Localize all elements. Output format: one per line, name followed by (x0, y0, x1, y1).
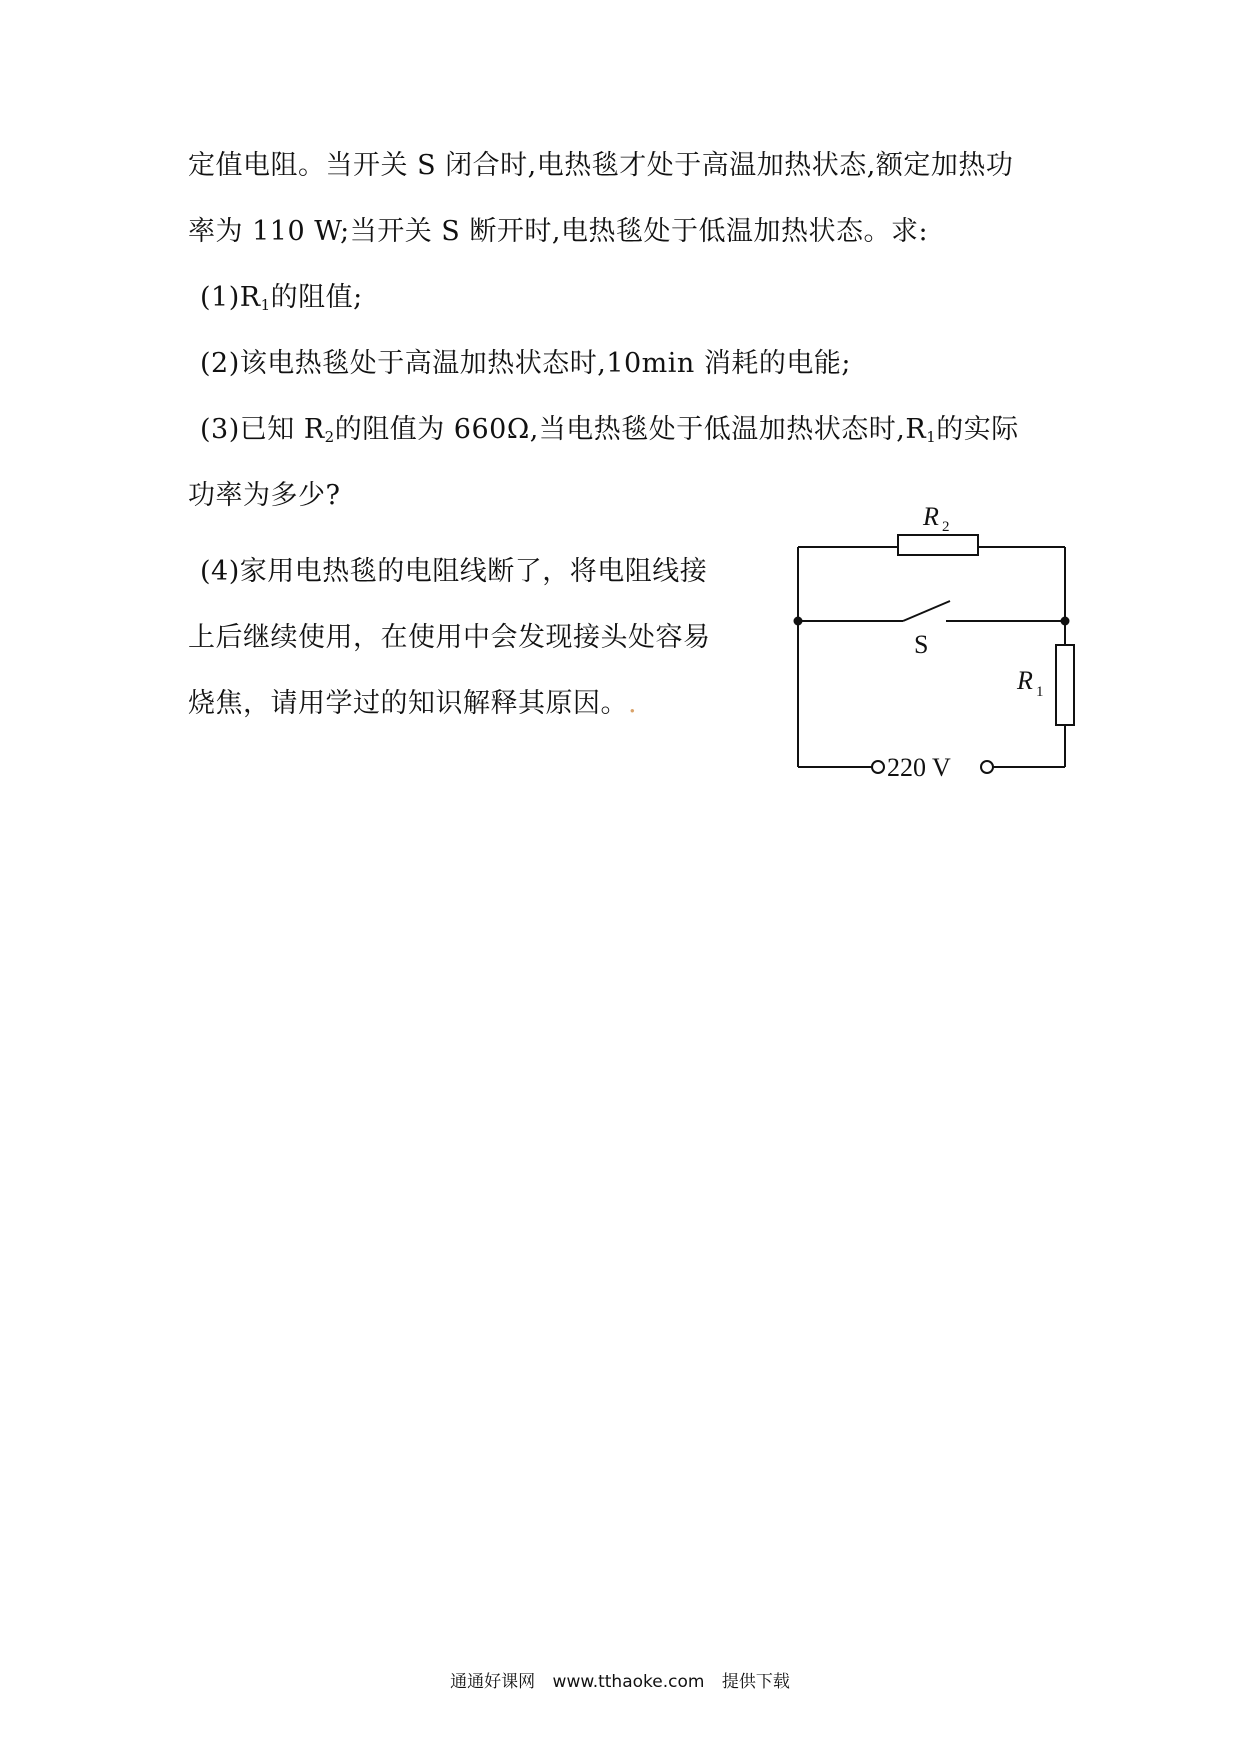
footer-url[interactable]: www.tthaoke.com (552, 1672, 705, 1692)
q4-mark: . (628, 688, 638, 719)
question-3 (200, 410, 1019, 457)
circuit-diagram (780, 495, 1100, 795)
r1-label: R (1017, 666, 1033, 695)
question-4-line-2: 上后继续使用，在使用中会发现接头处容易 (188, 622, 711, 653)
resistor-r2 (898, 535, 978, 555)
q3-part-c: 的实际 (936, 414, 1019, 445)
terminal-right (981, 761, 993, 773)
q3-part-b: 的阻值为 660Ω,当电热毯处于低温加热状态时,R (334, 414, 927, 445)
r2-subscript: 2 (942, 519, 950, 535)
question-4-line-3 (188, 684, 637, 724)
q3-subscript-a: 2 (324, 428, 335, 446)
q1-suffix: 的阻值; (270, 282, 363, 313)
r2-label: R (923, 502, 939, 531)
q4-line-3-text: 烧焦，请用学过的知识解释其原因。 (188, 688, 628, 719)
switch-s (903, 601, 950, 621)
r1-subscript: 1 (1036, 684, 1044, 700)
q3-subscript-b: 1 (926, 428, 937, 446)
junction-right (1061, 617, 1070, 626)
question-3-line-2: 功率为多少? (188, 480, 341, 511)
terminal-left (872, 761, 884, 773)
problem-line-2: 率为 110 W;当开关 S 断开时,电热毯处于低温加热状态。求: (188, 216, 929, 247)
question-2: (2)该电热毯处于高温加热状态时,10min 消耗的电能; (200, 348, 851, 379)
q1-subscript: 1 (260, 296, 271, 314)
question-4-line-1: (4)家用电热毯的电阻线断了，将电阻线接 (200, 556, 708, 587)
page-footer (0, 1667, 1240, 1692)
footer-site-name: 通通好课网 (450, 1672, 536, 1692)
q1-prefix: (1)R (200, 282, 261, 313)
switch-label: S (914, 630, 929, 659)
source-label: 220 V (887, 753, 951, 782)
problem-line-1: 定值电阻。当开关 S 闭合时,电热毯才处于高温加热状态,额定加热功 (188, 150, 1014, 181)
footer-note: 提供下载 (721, 1672, 790, 1692)
question-1 (200, 278, 363, 325)
q3-part-a: (3)已知 R (200, 414, 325, 445)
resistor-r1 (1056, 645, 1074, 725)
junction-left (794, 617, 803, 626)
